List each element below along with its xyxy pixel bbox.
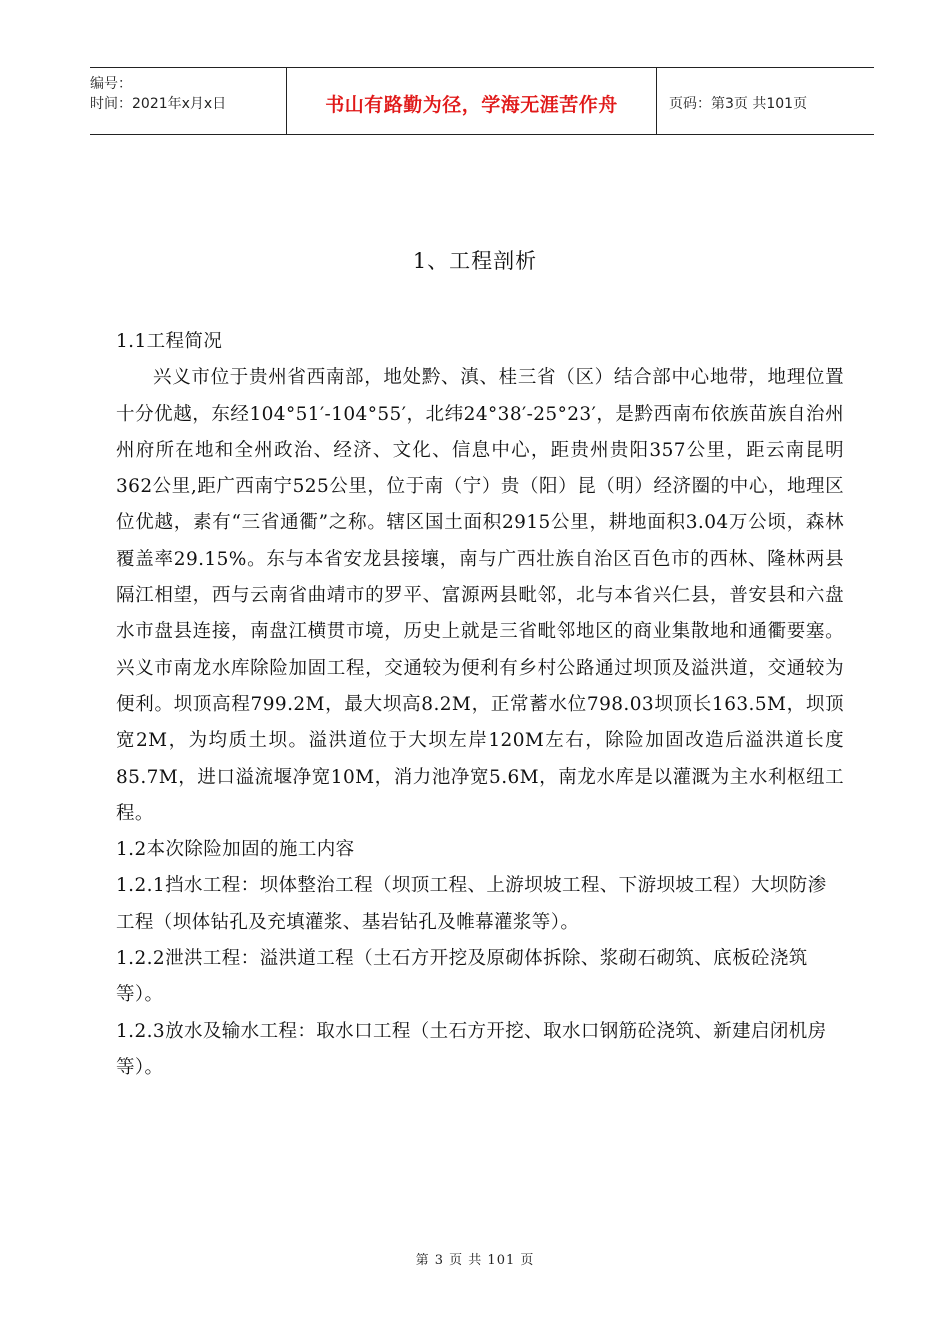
paragraph-1-2-1: 1.2.1挡水工程：坝体整治工程（坝顶工程、上游坝坡工程、下游坝坡工程）大坝防渗工程（坝体钻孔及充填灌浆、基岩钻孔及帷幕灌浆等）。 <box>116 875 827 933</box>
header-motto-cell <box>286 68 657 134</box>
motto-text: 书山有路勤为径，学海无涯苦作舟 <box>325 93 618 116</box>
paragraph-project-overview: 兴义市位于贵州省西南部，地处黔、滇、桂三省（区）结合部中心地带，地理位置十分优越，东经104°51′-104°55′，北纬24°38′-25°23′，是黔西南布依族苗族自治州州府所在地和全州政治、经济、文化、信息中心，距贵州贵阳357公里，距云南昆明362公里,距广西南宁525公里，位于南（宁）贵（阳）昆（明）经济圈的中心，地理区位优越，素有“三省通衢”之称。辖区国土面积2915公里，耕地面积3.04万公顷，森林覆盖率29.15%。东与本省安龙县接壤，南与广西壮族自治区百色市的西林、隆林两县隔江相望，西与云南省曲靖市的罗平、富源两县毗邻，北与本省兴仁县，普安县和六盘水市盘县连接，南盘江横贯市境，历史上就是三省毗邻地区的商业集散地和通衢要塞。兴义市南龙水库除险加固工程，交通较为便利有乡村公路通过坝顶及溢洪道，交通较为便利。坝顶高程799.2M，最大坝高8.2M，正常蓄水位798.03坝顶长163.5M，坝顶宽2M，为均质土坝。溢洪道位于大坝左岸120M左右，除险加固改造后溢洪道长度85.7M，进口溢流堰净宽10M，消力池净宽5.6M，南龙水库是以灌溉为主水利枢纽工程。 <box>116 367 844 824</box>
paragraph-1-2-3: 1.2.3放水及输水工程：取水口工程（土石方开挖、取水口钢筋砼浇筑、新建启闭机房等）。 <box>116 1020 827 1078</box>
heading-1-2: 1.2本次除险加固的施工内容 <box>116 839 355 861</box>
page-footer: 第 3 页 共 101 页 <box>415 1253 535 1268</box>
page-header <box>90 67 874 135</box>
section-title: 1、工程剖析 <box>412 249 538 273</box>
document-number-label: 编号： <box>90 76 132 92</box>
paragraph-1-2-2: 1.2.2泄洪工程：溢洪道工程（土石方开挖及原砌体拆除、浆砌石砌筑、底板砼浇筑等）。 <box>116 948 808 1006</box>
page-number-label: 页码：第3页 共101页 <box>669 96 808 112</box>
document-body <box>116 324 844 1086</box>
document-time-label: 时间：2021年x月x日 <box>90 96 227 112</box>
header-meta <box>90 68 286 134</box>
heading-1-1: 1.1工程简况 <box>116 331 223 352</box>
header-page-cell <box>657 68 874 134</box>
